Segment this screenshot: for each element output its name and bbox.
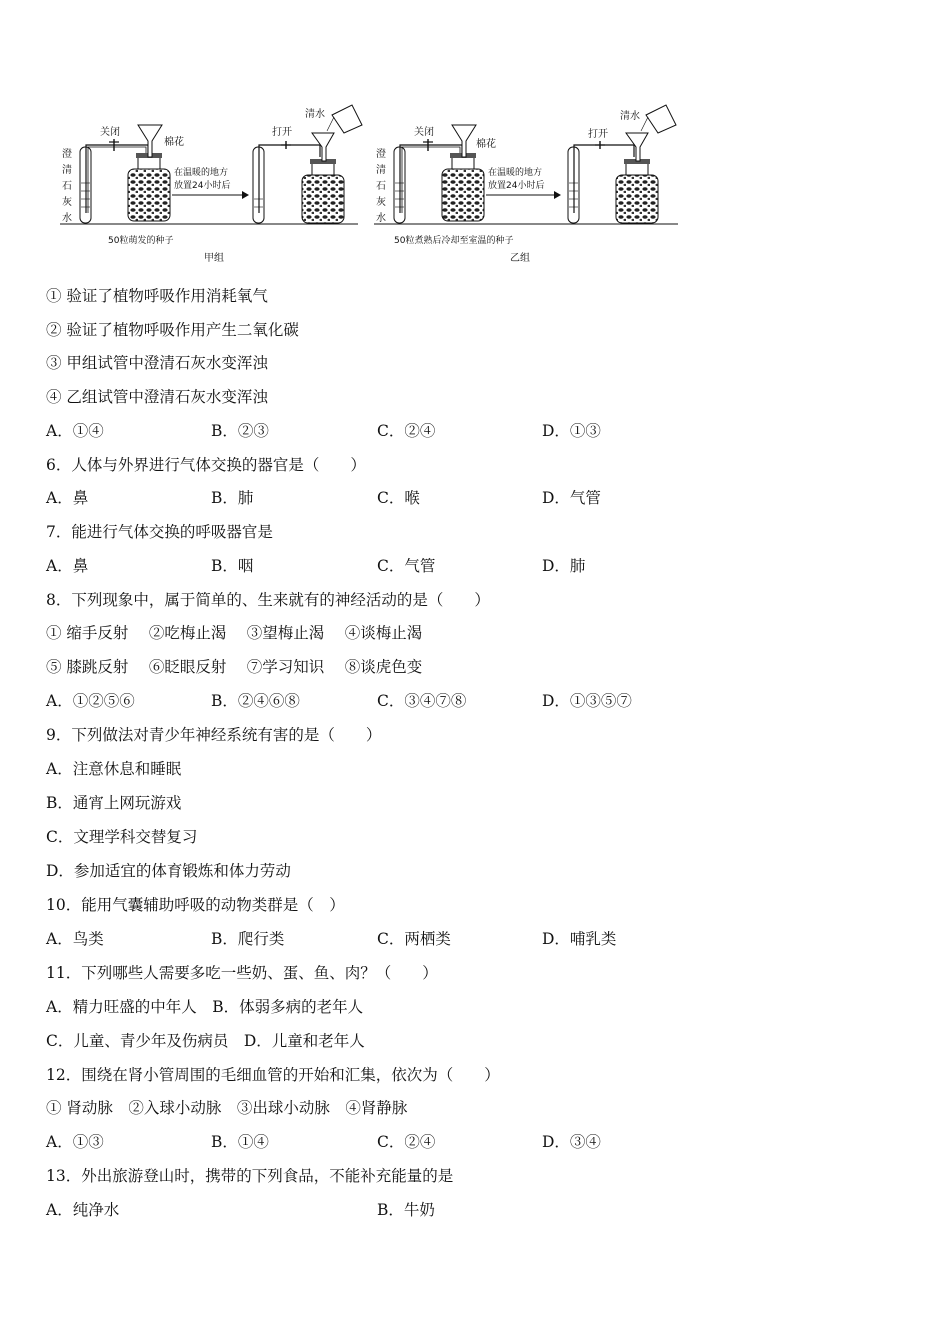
q13-option-a[interactable]: A．纯净水 [46, 1201, 120, 1219]
open-label-b: 打开 [588, 129, 608, 140]
open-label-a: 打开 [272, 127, 292, 138]
q5-option-a[interactable]: A．①④ [46, 422, 104, 440]
q11-options-line-2[interactable]: C．儿童、青少年及伤病员 D．儿童和老年人 [46, 1032, 365, 1050]
q13-stem: 13．外出旅游登山时，携带的下列食品，不能补充能量的是 [46, 1167, 454, 1185]
experiment-figure [50, 95, 700, 270]
q11-stem: 11．下列哪些人需要多吃一些奶、蛋、鱼、肉？（ ） [46, 964, 438, 982]
statement-2: ② 验证了植物呼吸作用产生二氧化碳 [46, 321, 299, 339]
statement-1: ① 验证了植物呼吸作用消耗氧气 [46, 287, 268, 305]
water-label-b: 清水 [620, 111, 640, 122]
q7-option-c[interactable]: C．气管 [377, 557, 436, 575]
q8-items-line-1: ① 缩手反射 ②吃梅止渴 ③望梅止渴 ④谈梅止渴 [46, 624, 423, 642]
lime-water-label-a-4: 灰 [62, 197, 72, 208]
lime-water-label-b-3: 石 [376, 181, 386, 192]
q9-option-a[interactable]: A．注意休息和睡眠 [46, 760, 182, 778]
q9-option-c[interactable]: C．文理学科交替复习 [46, 828, 198, 846]
q12-option-a[interactable]: A．①③ [46, 1133, 104, 1151]
lime-water-label-b-1: 澄 [376, 149, 386, 160]
q8-stem: 8．下列现象中，属于简单的、生来就有的神经活动的是（ ） [46, 591, 490, 609]
arrow-text-a-1: 在温暖的地方 [174, 168, 229, 178]
water-label-a: 清水 [305, 109, 325, 120]
group-a-apparatus [60, 105, 362, 224]
cotton-label-a: 棉花 [164, 137, 184, 148]
seeds-label-b: 50粒煮熟后冷却至室温的种子 [394, 236, 514, 246]
lime-water-label-b-4: 灰 [376, 197, 386, 208]
experiment-diagram [50, 95, 700, 270]
q8-option-a[interactable]: A．①②⑤⑥ [46, 692, 135, 710]
arrow-text-b-1: 在温暖的地方 [488, 168, 543, 178]
q10-option-d[interactable]: D．哺乳类 [542, 930, 617, 948]
q7-option-b[interactable]: B．咽 [211, 557, 254, 575]
lime-water-label-a-1: 澄 [62, 149, 72, 160]
q6-option-b[interactable]: B．肺 [211, 489, 254, 507]
statement-4: ④ 乙组试管中澄清石灰水变浑浊 [46, 388, 268, 406]
lime-water-label-b-5: 水 [376, 213, 386, 224]
q8-items-line-2: ⑤ 膝跳反射 ⑥眨眼反射 ⑦学习知识 ⑧谈虎色变 [46, 658, 423, 676]
q5-option-d[interactable]: D．①③ [542, 422, 601, 440]
q9-option-d[interactable]: D．参加适宜的体育锻炼和体力劳动 [46, 862, 291, 880]
lime-water-label-a-3: 石 [62, 181, 72, 192]
q6-option-d[interactable]: D．气管 [542, 489, 601, 507]
q6-option-c[interactable]: C．喉 [377, 489, 420, 507]
q7-stem: 7．能进行气体交换的呼吸器官是 [46, 523, 273, 541]
group-b-label: 乙组 [510, 253, 530, 264]
group-b-apparatus [374, 105, 678, 224]
close-label-a: 关闭 [100, 127, 120, 138]
q10-option-a[interactable]: A．鸟类 [46, 930, 104, 948]
q6-option-a[interactable]: A．鼻 [46, 489, 89, 507]
q8-option-d[interactable]: D．①③⑤⑦ [542, 692, 632, 710]
q12-items-line: ① 肾动脉 ②入球小动脉 ③出球小动脉 ④肾静脉 [46, 1099, 408, 1117]
q6-stem: 6．人体与外界进行气体交换的器官是（ ） [46, 456, 366, 474]
close-label-b: 关闭 [414, 127, 434, 138]
q9-option-b[interactable]: B．通宵上网玩游戏 [46, 794, 182, 812]
seeds-label-a: 50粒萌发的种子 [108, 236, 174, 246]
q12-option-b[interactable]: B．①④ [211, 1133, 269, 1151]
q8-option-b[interactable]: B．②④⑥⑧ [211, 692, 300, 710]
q9-stem: 9．下列做法对青少年神经系统有害的是（ ） [46, 726, 382, 744]
q12-stem: 12．围绕在肾小管周围的毛细血管的开始和汇集，依次为（ ） [46, 1066, 500, 1084]
q12-option-d[interactable]: D．③④ [542, 1133, 601, 1151]
statement-3: ③ 甲组试管中澄清石灰水变浑浊 [46, 354, 268, 372]
lime-water-label-a-2: 清 [62, 165, 72, 176]
q10-option-b[interactable]: B．爬行类 [211, 930, 285, 948]
q10-stem: 10．能用气囊辅助呼吸的动物类群是（ ） [46, 896, 345, 914]
q5-option-c[interactable]: C．②④ [377, 422, 436, 440]
group-a-label: 甲组 [204, 253, 224, 264]
q10-option-c[interactable]: C．两栖类 [377, 930, 451, 948]
q8-option-c[interactable]: C．③④⑦⑧ [377, 692, 467, 710]
lime-water-label-a-5: 水 [62, 213, 72, 224]
lime-water-label-b-2: 清 [376, 165, 386, 176]
q5-option-b[interactable]: B．②③ [211, 422, 269, 440]
q12-option-c[interactable]: C．②④ [377, 1133, 436, 1151]
q7-option-d[interactable]: D．肺 [542, 557, 586, 575]
cotton-label-b: 棉花 [476, 139, 496, 150]
q13-option-b[interactable]: B．牛奶 [377, 1201, 435, 1219]
q11-options-line-1[interactable]: A．精力旺盛的中年人 B．体弱多病的老年人 [46, 998, 364, 1016]
arrow-text-a-2: 放置24小时后 [174, 181, 231, 191]
arrow-text-b-2: 放置24小时后 [488, 181, 545, 191]
q7-option-a[interactable]: A．鼻 [46, 557, 89, 575]
